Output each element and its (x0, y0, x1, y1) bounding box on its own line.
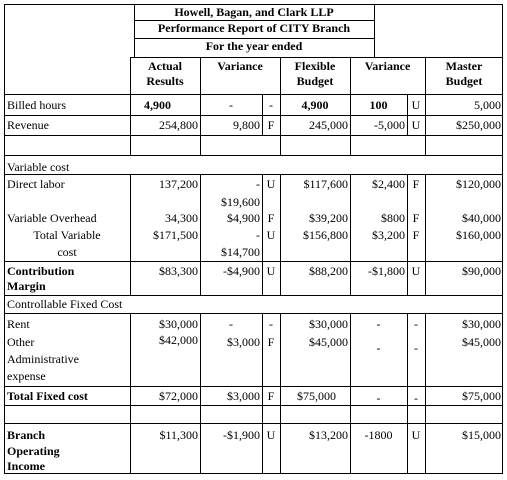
direct-labor-var1-fu: U (266, 177, 276, 191)
grid-line (4, 423, 503, 424)
total-fixed-flexible: $75,000 (297, 389, 336, 403)
grid-line (4, 4, 503, 5)
total-fixed-var1-fu: F (267, 389, 275, 403)
company-name: Howell, Bagan, and Clark LLP (174, 5, 334, 19)
billed-var1: - (229, 98, 233, 112)
total-fixed-actual: $72,000 (159, 389, 198, 403)
col-variance-b: Variance (364, 59, 411, 73)
contribution-var1: -$4,900 (223, 264, 260, 278)
total-fixed-var2: - (376, 391, 381, 405)
billed-var1-fu: - (269, 98, 273, 112)
row-label-contribution-1: Contribution (7, 264, 75, 278)
variable-overhead-master: $40,000 (462, 211, 501, 225)
total-variable-actual: $171,500 (153, 228, 198, 242)
contribution-master: $90,000 (462, 264, 501, 278)
other-admin-master: $45,000 (462, 335, 501, 349)
total-fixed-var2-fu: - (414, 391, 418, 405)
direct-labor-var2-fu: F (412, 177, 420, 191)
grid-line (130, 174, 131, 295)
branch-var2-fu: U (411, 428, 421, 442)
col-master-2: Budget (445, 74, 483, 88)
contribution-flexible: $88,200 (309, 264, 348, 278)
rent-var1-fu: - (269, 317, 273, 331)
branch-var2: -1800 (364, 428, 393, 442)
grid-line (4, 405, 503, 406)
grid-line (130, 57, 131, 155)
grid-line (4, 174, 503, 175)
row-label-variable-overhead: Variable Overhead (7, 211, 97, 225)
direct-labor-actual: 137,200 (159, 177, 198, 191)
row-label-contribution-2: Margin (7, 279, 46, 293)
grid-line (4, 4, 5, 474)
total-variable-flexible: $156,800 (303, 228, 348, 242)
grid-line (502, 4, 503, 474)
row-label-branch-2: Operating (7, 444, 60, 458)
grid-line (350, 57, 351, 155)
billed-master: 5,000 (474, 98, 501, 112)
total-variable-var1: - (256, 228, 260, 242)
section-variable-cost: Variable cost (7, 160, 70, 174)
grid-line (262, 94, 263, 135)
total-fixed-master: $75,000 (462, 389, 501, 403)
grid-line (280, 174, 281, 295)
direct-labor-note: $19,600 (221, 195, 260, 209)
other-admin-var2-fu: - (414, 341, 418, 355)
branch-var1-fu: U (266, 428, 276, 442)
row-label-total-fixed: Total Fixed cost (7, 389, 88, 403)
grid-line (350, 174, 351, 295)
grid-line (130, 57, 503, 58)
direct-labor-var1: - (256, 177, 260, 191)
grid-line (262, 174, 263, 295)
variable-overhead-actual: 34,300 (165, 211, 198, 225)
revenue-flexible: 245,000 (309, 118, 348, 132)
col-actual-2: Results (146, 74, 184, 88)
revenue-master: $250,000 (456, 118, 501, 132)
total-variable-var2-fu: F (412, 228, 420, 242)
rent-flexible: $30,000 (309, 317, 348, 331)
variable-overhead-var2-fu: F (412, 211, 420, 225)
grid-line (4, 155, 503, 156)
grid-line (4, 115, 503, 116)
revenue-var1-fu: F (267, 118, 275, 132)
rent-master: $30,000 (462, 317, 501, 331)
other-admin-flexible: $45,000 (309, 335, 348, 349)
grid-line (407, 94, 408, 135)
grid-line (407, 174, 408, 295)
row-label-total-variable-2: cost (57, 245, 77, 259)
row-label-billed-hours: Billed hours (7, 98, 66, 112)
contribution-var2: -$1,800 (368, 264, 405, 278)
total-variable-var2: $3,200 (372, 228, 405, 242)
grid-line (134, 38, 374, 39)
total-variable-var1-fu: U (266, 228, 276, 242)
performance-report-table (4, 4, 503, 474)
branch-var1: -$1,900 (223, 428, 260, 442)
col-actual-1: Actual (148, 59, 182, 73)
contribution-var1-fu: U (266, 264, 276, 278)
grid-line (280, 313, 281, 474)
grid-line (4, 135, 503, 136)
col-flexible-2: Budget (296, 74, 334, 88)
revenue-var2: -5,000 (374, 118, 405, 132)
direct-labor-var2: $2,400 (372, 177, 405, 191)
billed-actual: 4,900 (144, 98, 171, 112)
section-controllable-fixed-cost: Controllable Fixed Cost (7, 297, 123, 311)
grid-line (425, 313, 426, 474)
grid-line (280, 57, 281, 155)
row-label-branch-1: Branch (7, 428, 46, 442)
grid-line (407, 313, 408, 474)
other-admin-actual: $42,000 (159, 333, 198, 347)
rent-var2-fu: - (414, 317, 418, 331)
branch-master: $15,000 (462, 428, 501, 442)
other-admin-var1-fu: F (267, 335, 275, 349)
grid-line (4, 313, 503, 314)
grid-line (350, 313, 351, 474)
row-label-branch-3: Income (7, 459, 45, 473)
direct-labor-master: $120,000 (456, 177, 501, 191)
total-fixed-var1: $3,000 (227, 389, 260, 403)
row-label-other-admin-1: Other (7, 335, 35, 349)
row-label-total-variable-1: Total Variable (33, 228, 101, 242)
grid-line (200, 57, 201, 155)
grid-line (4, 94, 503, 95)
col-variance-a: Variance (217, 59, 263, 73)
billed-var2: 100 (369, 98, 388, 112)
grid-line (200, 313, 201, 474)
other-admin-var2: - (376, 341, 381, 355)
col-master-1: Master (445, 59, 483, 73)
rent-var1: - (229, 317, 233, 331)
grid-line (4, 473, 503, 474)
variable-overhead-var1-fu: F (267, 211, 275, 225)
row-label-other-admin-2: Administrative (7, 352, 79, 366)
grid-line (425, 174, 426, 295)
variable-overhead-flexible: $39,200 (309, 211, 348, 225)
direct-labor-flexible: $117,600 (303, 177, 348, 191)
contribution-actual: $83,300 (159, 264, 198, 278)
billed-var2-fu: U (411, 98, 421, 112)
total-variable-note: $14,700 (221, 245, 260, 259)
row-label-rent: Rent (7, 317, 30, 331)
variable-overhead-var2: $800 (381, 211, 405, 225)
rent-var2: - (376, 317, 381, 331)
row-label-direct-labor: Direct labor (7, 177, 65, 191)
grid-line (425, 57, 426, 155)
row-label-revenue: Revenue (7, 118, 49, 132)
total-variable-master: $160,000 (456, 228, 501, 242)
grid-line (374, 4, 375, 58)
revenue-actual: 254,800 (159, 118, 198, 132)
row-label-other-admin-3: expense (7, 369, 46, 383)
grid-line (134, 20, 374, 21)
revenue-var2-fu: U (411, 118, 421, 132)
grid-line (4, 295, 503, 296)
grid-line (200, 174, 201, 295)
branch-actual: $11,300 (159, 428, 198, 442)
revenue-var1: 9,800 (233, 118, 260, 132)
grid-line (134, 4, 135, 58)
other-admin-var1: $3,000 (227, 335, 260, 349)
grid-line (130, 313, 131, 474)
grid-line (4, 386, 503, 387)
contribution-var2-fu: U (411, 264, 421, 278)
billed-flexible: 4,900 (301, 98, 329, 112)
report-title: Performance Report of CITY Branch (157, 21, 351, 35)
variable-overhead-var1: $4,900 (227, 211, 260, 225)
rent-actual: $30,000 (159, 317, 198, 331)
grid-line (4, 261, 503, 262)
col-flexible-1: Flexible (294, 59, 336, 73)
grid-line (262, 313, 263, 474)
report-period: For the year ended (205, 39, 303, 53)
branch-flexible: $13,200 (309, 428, 348, 442)
